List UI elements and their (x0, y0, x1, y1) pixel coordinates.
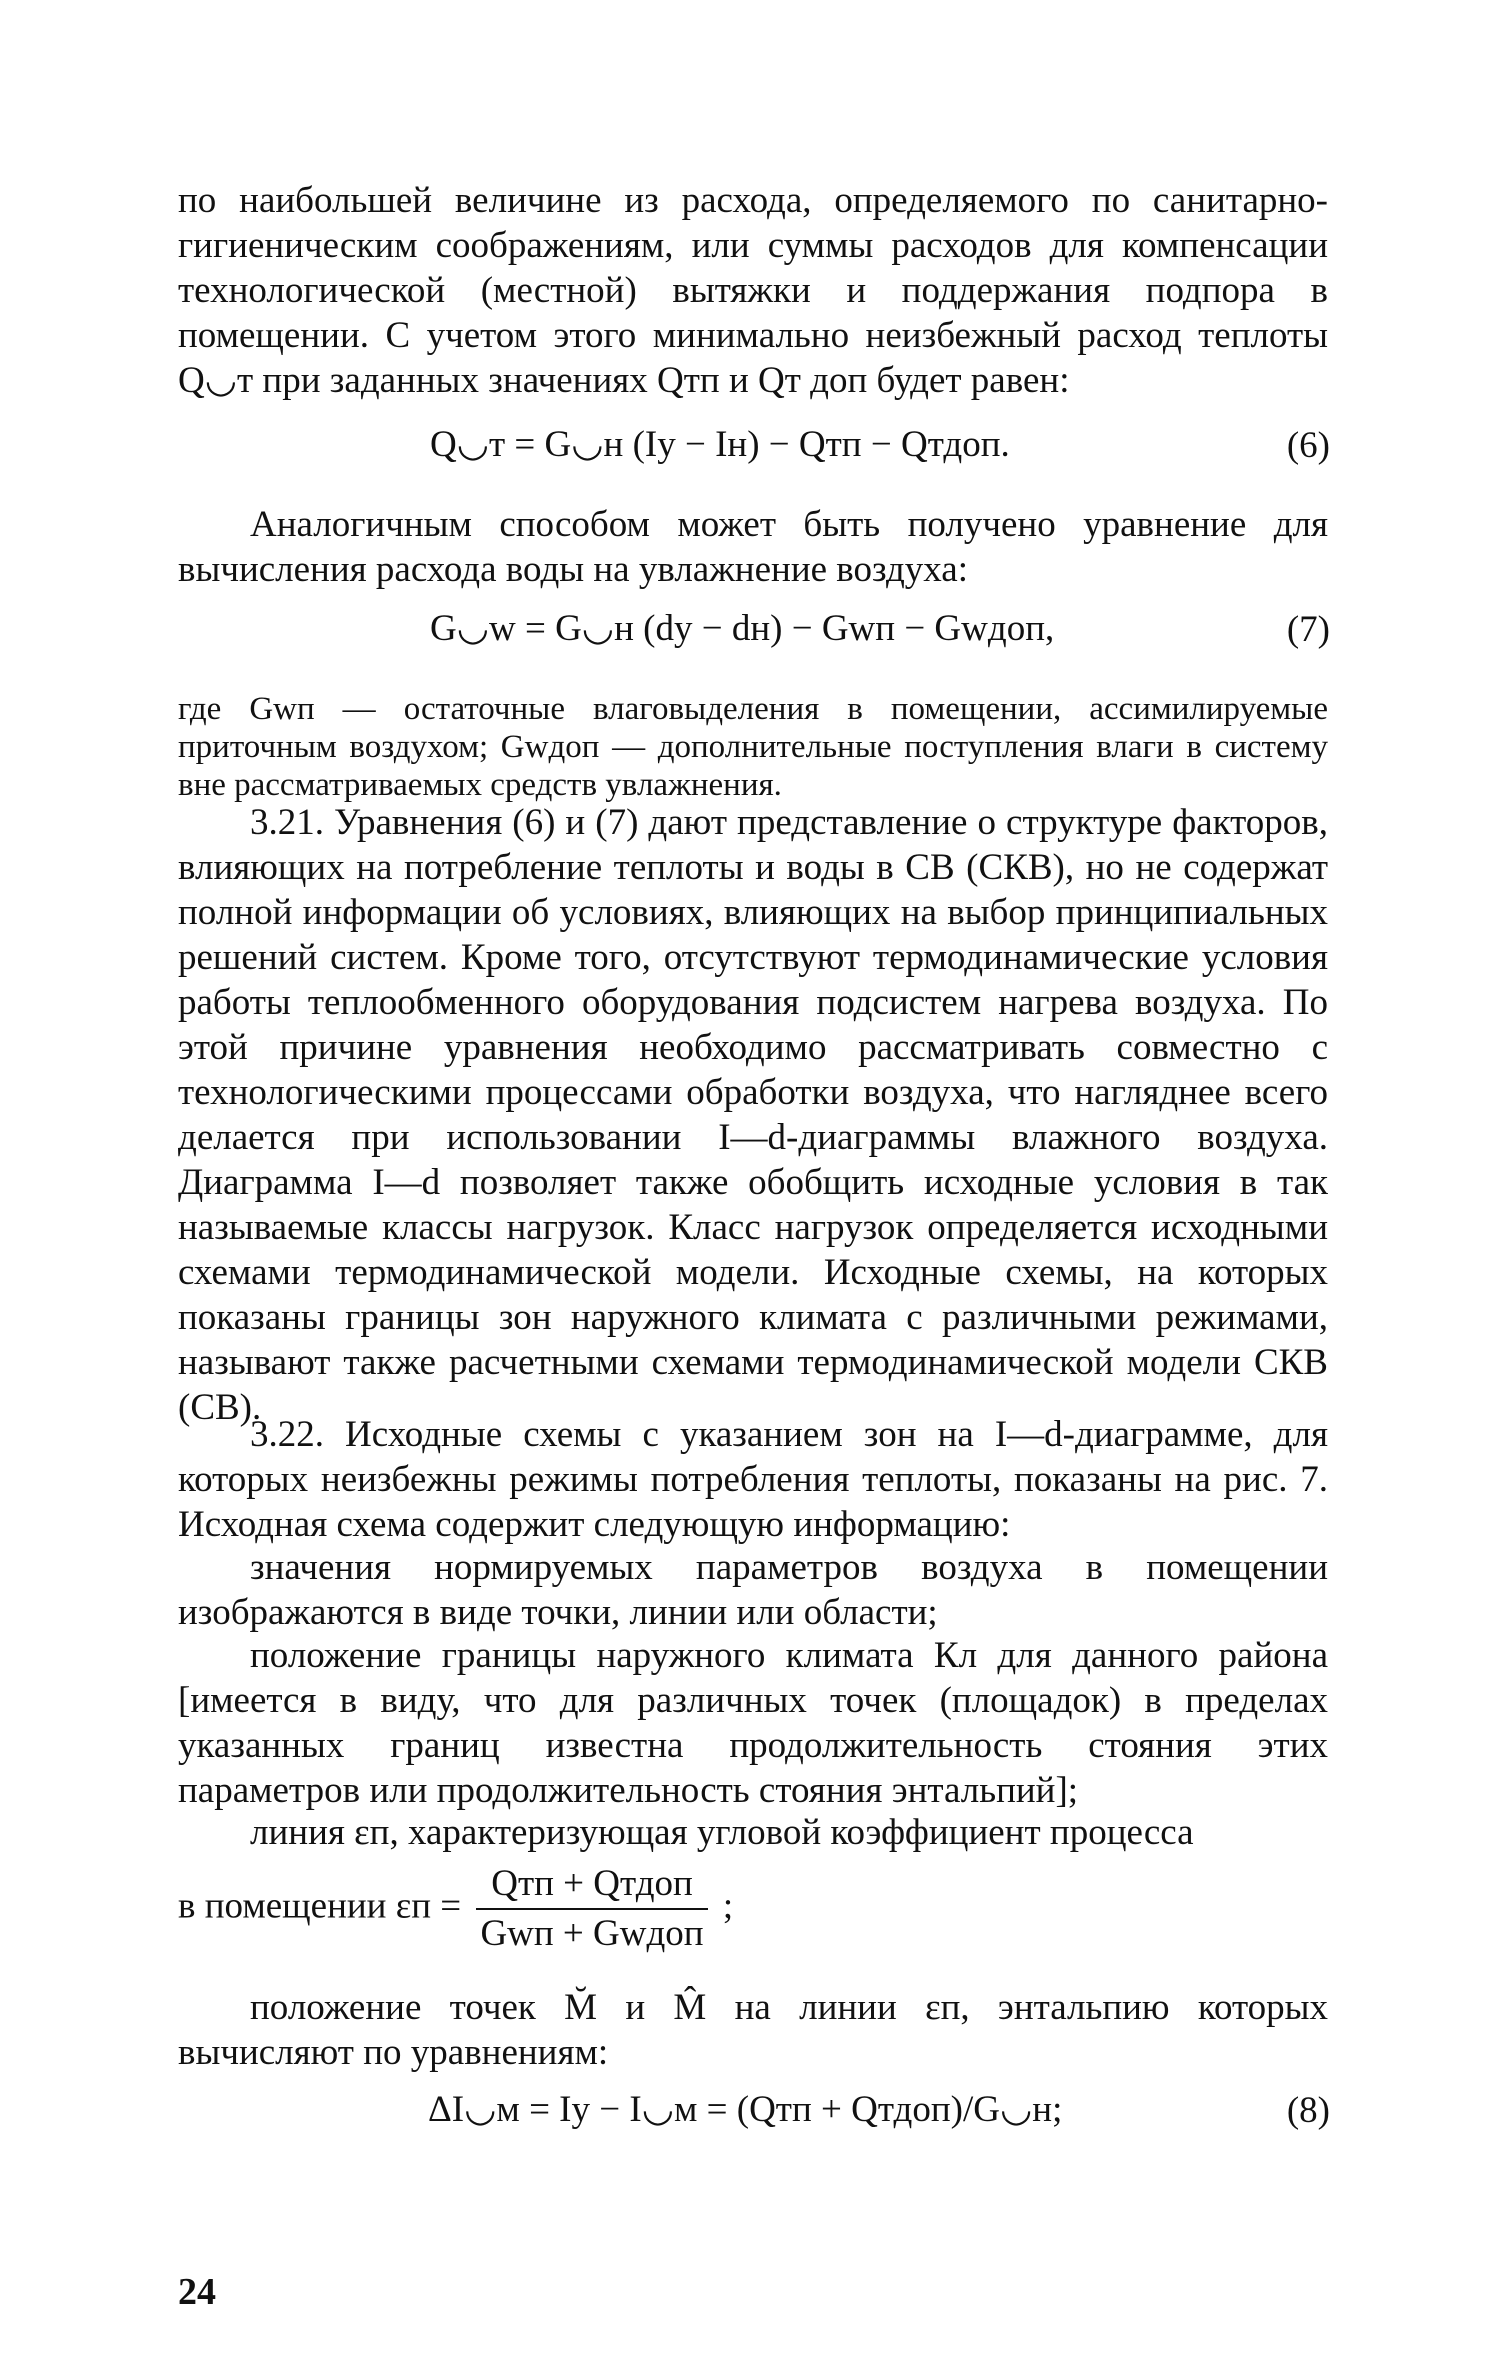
list-item-epsilon-line: линия εп, характеризующая угловой коэффициент процесса (250, 1812, 1194, 1853)
equation-epsilon-fraction (476, 1862, 707, 1956)
paragraph-where-definitions: где Gwп — остаточные влаговыделения в помещении, ассимилируемые приточным воздухом; Gwдоп — дополнительные поступления влаги в систему вне рассматриваемых средств увлажнения. (178, 691, 1328, 803)
page-number: 24 (178, 2271, 216, 2313)
equation-epsilon-numerator: Qтп + Qтдоп (476, 1862, 707, 1910)
equation-8: ΔI◡м = Iу − I◡м = (Qтп + Qтдоп)/G◡н; (428, 2089, 1063, 2130)
equation-epsilon-prefix: в помещении εп = (178, 1885, 462, 1927)
paragraph-3-22: 3.22. Исходные схемы с указанием зон на I—d-диаграмме, для которых неизбежны режимы потребления теплоты, показаны на рис. 7. Исходная схема содержит следующую информацию: (178, 1414, 1328, 1545)
equation-epsilon (178, 1862, 733, 1956)
equation-6: Q◡т = G◡н (Iу − Iн) − Qтп − Qтдоп. (430, 424, 1010, 465)
paragraph-water-intro: Аналогичным способом может быть получено уравнение для вычисления расхода воды на увлажнение воздуха: (178, 504, 1328, 590)
equation-epsilon-denominator: Gwп + Gwдоп (480, 1913, 704, 1954)
equation-epsilon-suffix: ; (722, 1885, 734, 1927)
list-item-climate-boundary: положение границы наружного климата Кл для данного района [имеется в виду, что для различных точек (площадок) в пределах указанных границ известна продолжительность стояния этих параметров или продолжительность стояния энтальпий]; (178, 1635, 1328, 1811)
list-item-normalized-parameters: значения нормируемых параметров воздуха в помещении изображаются в виде точки, линии или области; (178, 1547, 1328, 1633)
equation-7-number: (7) (1286, 609, 1330, 650)
equation-6-number: (6) (1286, 425, 1330, 466)
equation-7: G◡w = G◡н (dу − dн) − Gwп − Gwдоп, (430, 608, 1055, 649)
paragraph-3-21: 3.21. Уравнения (6) и (7) дают представление о структуре факторов, влияющих на потребление теплоты и воды в СВ (СКВ), но не содержат полной информации об условиях, влияющих на выбор принципиальных решений систем. Кроме того, отсутствуют термодинамические условия работы теплообменного оборудования подсистем нагрева воздуха. По этой причине уравнения необходимо рассматривать совместно с технологическими процессами обработки воздуха, что нагляднее всего делается при использовании I—d-диаграммы влажного воздуха. Диаграмма I—d позволяет также обобщить исходные условия в так называемые классы нагрузок. Класс нагрузок определяется исходными схемами термодинамической модели. Исходные схемы, на которых показаны границы зон наружного климата с различными режимами, называют также расчетными схемами термодинамической модели СКВ (СВ). (178, 802, 1328, 1428)
equation-8-number: (8) (1286, 2090, 1330, 2131)
paragraph-continuation: по наибольшей величине из расхода, определяемого по санитарно-гигиеническим соображениям, или суммы расходов для компенсации технологической (местной) вытяжки и поддержания подпора в помещении. С учетом этого минимально неизбежный расход теплоты Q◡т при заданных значениях Qтп и Qт доп будет равен: (178, 180, 1328, 401)
list-item-points-m: положение точек M̆ и M̂ на линии εп, энтальпию которых вычисляют по уравнениям: (178, 1987, 1328, 2073)
